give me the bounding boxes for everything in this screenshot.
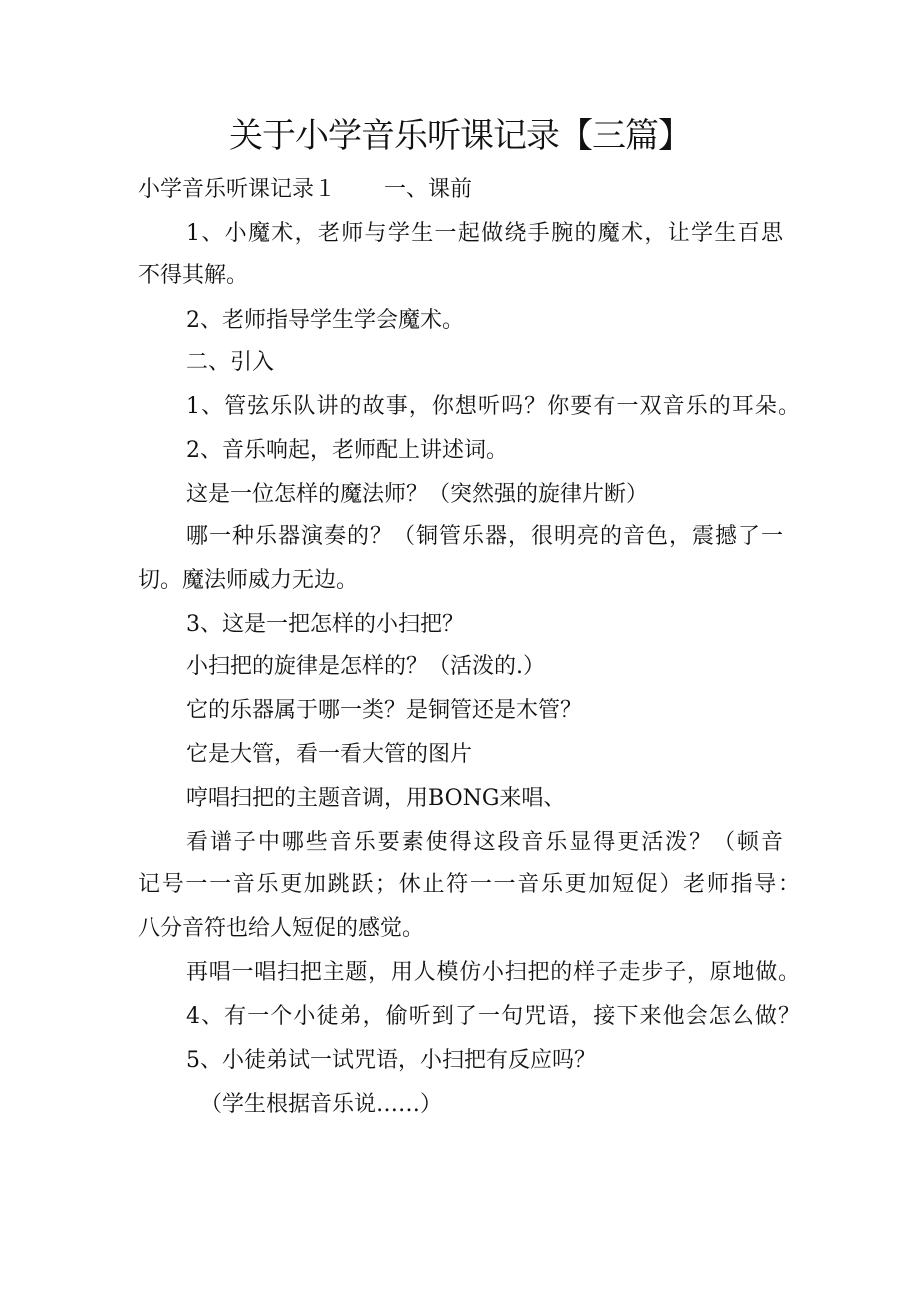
paragraph-line: 它的乐器属于哪一类？是铜管还是木管？	[186, 698, 583, 723]
document-title: 关于小学音乐听课记录【三篇】	[229, 116, 691, 156]
section-heading-line	[138, 175, 472, 205]
paragraph-line: 记号一一音乐更加跳跃；休止符一一音乐更加短促）老师指导：	[138, 872, 800, 897]
paragraph-line: 八分音符也给人短促的感觉。	[138, 916, 425, 941]
paragraph-line: 2、老师指导学生学会魔术。	[186, 308, 464, 333]
paragraph-line: 哪一种乐器演奏的？（铜管乐器，很明亮的音色，震撼了一	[186, 524, 783, 549]
paragraph-line: 1、管弦乐队讲的故事，你想听吗？你要有一双音乐的耳朵。	[186, 394, 800, 419]
paragraph-line: （学生根据音乐说……）	[200, 1092, 443, 1117]
paragraph-line: 切。魔法师威力无边。	[138, 568, 359, 593]
paragraph-line: 再唱一唱扫把主题，用人模仿小扫把的样子走步子，原地做。	[186, 960, 800, 985]
paragraph-line: 4、有一个小徒弟，偷听到了一句咒语，接下来他会怎么做？	[186, 1004, 800, 1029]
paragraph-line: 1、小魔术，老师与学生一起做绕手腕的魔术，让学生百思	[186, 221, 783, 246]
paragraph-line: 哼唱扫把的主题音调，用BONG来唱、	[186, 786, 566, 811]
paragraph-line: 3、这是一把怎样的小扫把？	[186, 612, 464, 637]
paragraph-line: 不得其解。	[138, 263, 249, 288]
paragraph-line: 二、引入	[186, 350, 275, 375]
paragraph-line: 小扫把的旋律是怎样的？（活泼的.）	[186, 654, 545, 679]
section-heading: 小学音乐听课记录１	[138, 177, 337, 202]
paragraph-line: 这是一位怎样的魔法师？（突然强的旋律片断）	[186, 482, 649, 507]
paragraph-line: 2、音乐响起，老师配上讲述词。	[186, 438, 508, 463]
paragraph-line: 看谱子中哪些音乐要素使得这段音乐显得更活泼？（顿音	[186, 830, 783, 855]
paragraph-line: 它是大管，看一看大管的图片	[186, 742, 473, 767]
paragraph-line: 5、小徒弟试一试咒语，小扫把有反应吗？	[186, 1048, 596, 1073]
subsection-heading: 一、课前	[384, 177, 473, 202]
